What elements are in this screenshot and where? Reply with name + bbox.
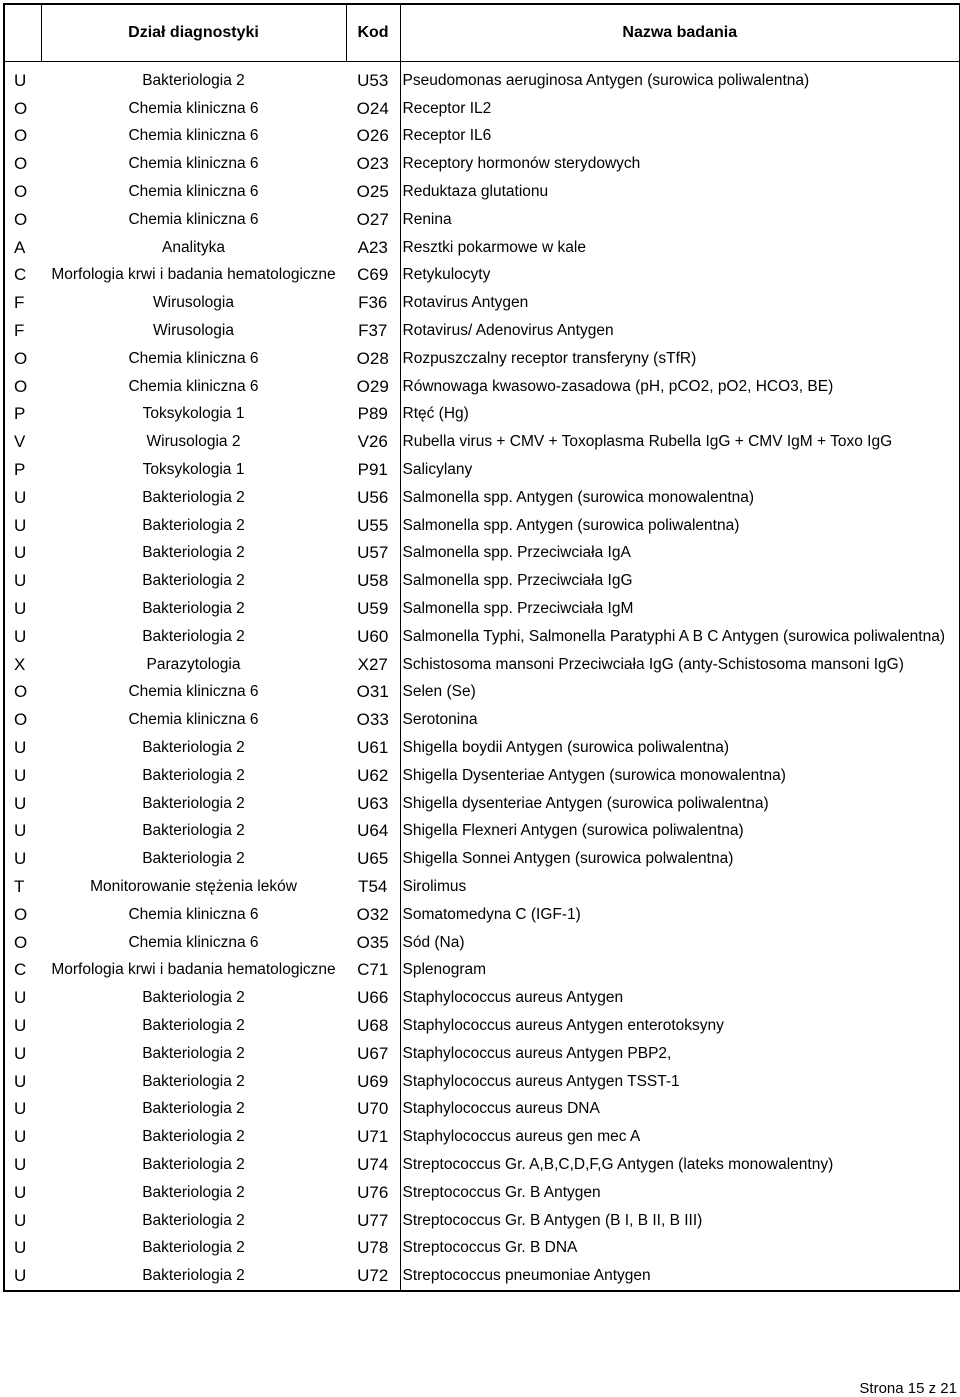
table-row — [4, 317, 960, 345]
table-row — [4, 873, 960, 901]
table-row — [4, 206, 960, 234]
code-cell: U72 — [346, 1262, 400, 1291]
section-letter: U — [4, 1012, 41, 1040]
code-cell: U78 — [346, 1234, 400, 1262]
header-code: Kod — [346, 4, 400, 62]
section-letter: U — [4, 1262, 41, 1291]
test-name-cell: Shigella dysenteriae Antygen (surowica poliwalentna) — [400, 790, 960, 818]
department-cell: Bakteriologia 2 — [142, 1016, 245, 1034]
test-name-cell: Rotavirus/ Adenovirus Antygen — [400, 317, 960, 345]
code-cell: O24 — [346, 95, 400, 123]
section-letter: F — [4, 289, 41, 317]
section-letter: U — [4, 734, 41, 762]
table-row — [4, 1207, 960, 1235]
section-letter: U — [4, 1234, 41, 1262]
test-catalog-table — [3, 3, 960, 1292]
section-letter: U — [4, 1068, 41, 1096]
section-letter: O — [4, 150, 41, 178]
test-name-cell: Salmonella spp. Przeciwciała IgA — [400, 540, 960, 568]
code-cell: U55 — [346, 512, 400, 540]
table-row — [4, 456, 960, 484]
test-name-cell: Salmonella spp. Antygen (surowica monowalentna) — [400, 484, 960, 512]
test-name-cell: Salmonella Typhi, Salmonella Paratyphi A B C Antygen (surowica poliwalentna) — [400, 623, 960, 651]
department-cell: Bakteriologia 2 — [142, 1072, 245, 1090]
department-cell: Bakteriologia 2 — [142, 516, 245, 534]
code-cell: O26 — [346, 123, 400, 151]
table-row — [4, 790, 960, 818]
test-name-cell: Staphylococcus aureus Antygen enterotoksyny — [400, 1012, 960, 1040]
table-header-row — [4, 4, 960, 62]
section-letter: U — [4, 818, 41, 846]
code-cell: U67 — [346, 1040, 400, 1068]
section-letter: U — [4, 845, 41, 873]
section-letter: U — [4, 762, 41, 790]
code-cell: O31 — [346, 679, 400, 707]
department-cell: Bakteriologia 2 — [142, 1183, 245, 1201]
department-cell: Chemia kliniczna 6 — [128, 349, 259, 367]
test-name-cell: Resztki pokarmowe w kale — [400, 234, 960, 262]
code-cell: O35 — [346, 929, 400, 957]
test-name-cell: Salmonella spp. Antygen (surowica poliwalentna) — [400, 512, 960, 540]
department-cell: Chemia kliniczna 6 — [128, 210, 259, 228]
department-cell: Bakteriologia 2 — [142, 1100, 245, 1118]
table-row — [4, 262, 960, 290]
department-cell: Wirusologia — [153, 294, 234, 312]
test-name-cell: Shigella Dysenteriae Antygen (surowica monowalentna) — [400, 762, 960, 790]
department-cell: Bakteriologia 2 — [142, 1044, 245, 1062]
code-cell: U68 — [346, 1012, 400, 1040]
section-letter: C — [4, 957, 41, 985]
header-department: Dział diagnostyki — [41, 4, 346, 62]
table-row — [4, 428, 960, 456]
department-cell: Wirusologia 2 — [146, 433, 241, 451]
section-letter: U — [4, 567, 41, 595]
table-row — [4, 178, 960, 206]
section-letter: O — [4, 929, 41, 957]
code-cell: U66 — [346, 984, 400, 1012]
table-row — [4, 651, 960, 679]
department-cell: Toksykologia 1 — [142, 461, 245, 479]
table-row — [4, 1012, 960, 1040]
code-cell: U63 — [346, 790, 400, 818]
test-name-cell: Salmonella spp. Przeciwciała IgM — [400, 595, 960, 623]
table-row — [4, 957, 960, 985]
table-row — [4, 1095, 960, 1123]
section-letter: T — [4, 873, 41, 901]
section-letter: O — [4, 706, 41, 734]
test-name-cell: Staphylococcus aureus Antygen TSST-1 — [400, 1068, 960, 1096]
table-row — [4, 1234, 960, 1262]
code-cell: U56 — [346, 484, 400, 512]
department-cell: Bakteriologia 2 — [142, 544, 245, 562]
code-cell: O33 — [346, 706, 400, 734]
table-body — [4, 62, 960, 1292]
table-row — [4, 984, 960, 1012]
table-row — [4, 734, 960, 762]
code-cell: O27 — [346, 206, 400, 234]
header-test-name: Nazwa badania — [400, 4, 960, 62]
section-letter: U — [4, 67, 41, 95]
test-name-cell: Selen (Se) — [400, 679, 960, 707]
test-name-cell: Staphylococcus aureus Antygen PBP2, — [400, 1040, 960, 1068]
code-cell: U53 — [346, 67, 400, 95]
code-cell: C69 — [346, 262, 400, 290]
table-row — [4, 150, 960, 178]
table-row — [4, 1151, 960, 1179]
table-row — [4, 679, 960, 707]
table-row — [4, 929, 960, 957]
test-name-cell: Streptococcus Gr. B Antygen (B I, B II, B III) — [400, 1207, 960, 1235]
table-row — [4, 512, 960, 540]
section-letter: U — [4, 595, 41, 623]
test-name-cell: Streptococcus Gr. B Antygen — [400, 1179, 960, 1207]
test-name-cell: Sirolimus — [400, 873, 960, 901]
department-cell: Bakteriologia 2 — [142, 488, 245, 506]
department-cell: Chemia kliniczna 6 — [128, 933, 259, 951]
code-cell: U57 — [346, 540, 400, 568]
table-row — [4, 67, 960, 95]
section-letter: U — [4, 790, 41, 818]
table-row — [4, 818, 960, 846]
section-letter: U — [4, 540, 41, 568]
section-letter: U — [4, 1095, 41, 1123]
test-name-cell: Receptor IL6 — [400, 123, 960, 151]
code-cell: X27 — [346, 651, 400, 679]
code-cell: U69 — [346, 1068, 400, 1096]
department-cell: Bakteriologia 2 — [142, 1211, 245, 1229]
test-name-cell: Rtęć (Hg) — [400, 401, 960, 429]
section-letter: U — [4, 484, 41, 512]
department-cell: Bakteriologia 2 — [142, 1239, 245, 1257]
department-cell: Bakteriologia 2 — [142, 850, 245, 868]
section-letter: U — [4, 512, 41, 540]
section-letter: U — [4, 1207, 41, 1235]
section-letter: O — [4, 178, 41, 206]
code-cell: U58 — [346, 567, 400, 595]
page-number: Strona 15 z 21 — [859, 1380, 957, 1397]
table-row — [4, 289, 960, 317]
section-letter: X — [4, 651, 41, 679]
code-cell: O32 — [346, 901, 400, 929]
table-row — [4, 484, 960, 512]
section-letter: O — [4, 901, 41, 929]
department-cell: Bakteriologia 2 — [142, 822, 245, 840]
test-name-cell: Shigella Sonnei Antygen (surowica polwalentna) — [400, 845, 960, 873]
code-cell: F37 — [346, 317, 400, 345]
code-cell: U74 — [346, 1151, 400, 1179]
code-cell: U59 — [346, 595, 400, 623]
department-cell: Bakteriologia 2 — [142, 572, 245, 590]
department-cell: Bakteriologia 2 — [142, 1128, 245, 1146]
section-letter: U — [4, 1123, 41, 1151]
section-letter: O — [4, 679, 41, 707]
section-letter: V — [4, 428, 41, 456]
table-row — [4, 1123, 960, 1151]
test-name-cell: Streptococcus pneumoniae Antygen — [400, 1262, 960, 1291]
section-letter: O — [4, 123, 41, 151]
test-name-cell: Schistosoma mansoni Przeciwciała IgG (anty-Schistosoma mansoni IgG) — [400, 651, 960, 679]
section-letter: U — [4, 1151, 41, 1179]
test-name-cell: Retykulocyty — [400, 262, 960, 290]
code-cell: U62 — [346, 762, 400, 790]
table-row — [4, 595, 960, 623]
section-letter: O — [4, 373, 41, 401]
section-letter: F — [4, 317, 41, 345]
header-letter-cell — [4, 4, 41, 62]
test-name-cell: Somatomedyna C (IGF-1) — [400, 901, 960, 929]
table-row — [4, 706, 960, 734]
department-cell: Toksykologia 1 — [142, 405, 245, 423]
test-name-cell: Rotavirus Antygen — [400, 289, 960, 317]
department-cell: Bakteriologia 2 — [41, 1262, 346, 1291]
test-name-cell: Sód (Na) — [400, 929, 960, 957]
section-letter: C — [4, 262, 41, 290]
section-letter: U — [4, 984, 41, 1012]
code-cell: O25 — [346, 178, 400, 206]
code-cell: U71 — [346, 1123, 400, 1151]
table-row — [4, 345, 960, 373]
department-cell: Bakteriologia 2 — [142, 739, 245, 757]
test-name-cell: Shigella Flexneri Antygen (surowica poliwalentna) — [400, 818, 960, 846]
department-cell: Analityka — [162, 238, 225, 256]
department-cell: Chemia kliniczna 6 — [128, 711, 259, 729]
code-cell: A23 — [346, 234, 400, 262]
table-row — [4, 845, 960, 873]
department-cell: Chemia kliniczna 6 — [128, 183, 259, 201]
code-cell: U76 — [346, 1179, 400, 1207]
department-cell: Chemia kliniczna 6 — [128, 127, 259, 145]
department-cell: Chemia kliniczna 6 — [128, 683, 259, 701]
test-name-cell: Rubella virus + CMV + Toxoplasma Rubella IgG + CMV IgM + Toxo IgG — [400, 428, 960, 456]
test-name-cell: Renina — [400, 206, 960, 234]
code-cell: O28 — [346, 345, 400, 373]
test-name-cell: Staphylococcus aureus Antygen — [400, 984, 960, 1012]
test-name-cell: Receptor IL2 — [400, 95, 960, 123]
test-name-cell: Splenogram — [400, 957, 960, 985]
test-name-cell: Staphylococcus aureus DNA — [400, 1095, 960, 1123]
department-cell: Monitorowanie stężenia leków — [90, 878, 297, 895]
section-letter: U — [4, 623, 41, 651]
test-name-cell: Shigella boydii Antygen (surowica poliwalentna) — [400, 734, 960, 762]
section-letter: P — [4, 401, 41, 429]
department-cell: Bakteriologia 2 — [142, 794, 245, 812]
code-cell: V26 — [346, 428, 400, 456]
section-letter: P — [4, 456, 41, 484]
section-letter: O — [4, 206, 41, 234]
table-row — [4, 1262, 960, 1291]
table-row — [4, 123, 960, 151]
department-cell: Chemia kliniczna 6 — [128, 99, 259, 117]
code-cell: U65 — [346, 845, 400, 873]
department-cell: Wirusologia — [153, 322, 234, 340]
code-cell: U60 — [346, 623, 400, 651]
code-cell: P89 — [346, 401, 400, 429]
department-cell: Chemia kliniczna 6 — [128, 377, 259, 395]
department-cell: Chemia kliniczna 6 — [128, 905, 259, 923]
table-row — [4, 540, 960, 568]
department-cell: Bakteriologia 2 — [142, 600, 245, 618]
table-row — [4, 373, 960, 401]
test-name-cell: Rozpuszczalny receptor transferyny (sTfR) — [400, 345, 960, 373]
table-row — [4, 623, 960, 651]
department-cell: Bakteriologia 2 — [142, 627, 245, 645]
table-row — [4, 1179, 960, 1207]
test-name-cell: Receptory hormonów sterydowych — [400, 150, 960, 178]
table-row — [4, 95, 960, 123]
table-row — [4, 1040, 960, 1068]
code-cell: O23 — [346, 150, 400, 178]
code-cell: T54 — [346, 873, 400, 901]
code-cell: P91 — [346, 456, 400, 484]
table-row — [4, 901, 960, 929]
code-cell: U70 — [346, 1095, 400, 1123]
test-name-cell: Streptococcus Gr. B DNA — [400, 1234, 960, 1262]
test-catalog-table-wrapper — [3, 3, 959, 1292]
department-cell: Parazytologia — [146, 655, 241, 673]
section-letter: A — [4, 234, 41, 262]
section-letter: U — [4, 1179, 41, 1207]
department-cell: Bakteriologia 2 — [142, 989, 245, 1007]
department-cell: Bakteriologia 2 — [142, 766, 245, 784]
test-name-cell: Streptococcus Gr. A,B,C,D,F,G Antygen (lateks monowalentny) — [400, 1151, 960, 1179]
department-cell: Bakteriologia 2 — [142, 71, 245, 89]
code-cell: U77 — [346, 1207, 400, 1235]
code-cell: F36 — [346, 289, 400, 317]
code-cell: U64 — [346, 818, 400, 846]
test-name-cell: Serotonina — [400, 706, 960, 734]
department-cell: Morfologia krwi i badania hematologiczne — [51, 266, 336, 284]
section-letter: O — [4, 95, 41, 123]
table-row — [4, 567, 960, 595]
test-name-cell: Salicylany — [400, 456, 960, 484]
code-cell: U61 — [346, 734, 400, 762]
code-cell: O29 — [346, 373, 400, 401]
department-cell: Chemia kliniczna 6 — [128, 155, 259, 173]
department-cell: Morfologia krwi i badania hematologiczne — [51, 961, 336, 979]
table-row — [4, 401, 960, 429]
test-name-cell: Reduktaza glutationu — [400, 178, 960, 206]
section-letter: O — [4, 345, 41, 373]
table-row — [4, 234, 960, 262]
section-letter: U — [4, 1040, 41, 1068]
department-cell: Bakteriologia 2 — [142, 1155, 245, 1173]
code-cell: C71 — [346, 957, 400, 985]
test-name-cell: Salmonella spp. Przeciwciała IgG — [400, 567, 960, 595]
test-name-cell: Staphylococcus aureus gen mec A — [400, 1123, 960, 1151]
table-row — [4, 762, 960, 790]
test-name-cell: Równowaga kwasowo-zasadowa (pH, pCO2, pO2, HCO3, BE) — [400, 373, 960, 401]
test-name-cell: Pseudomonas aeruginosa Antygen (surowica poliwalentna) — [400, 67, 960, 95]
table-row — [4, 1068, 960, 1096]
